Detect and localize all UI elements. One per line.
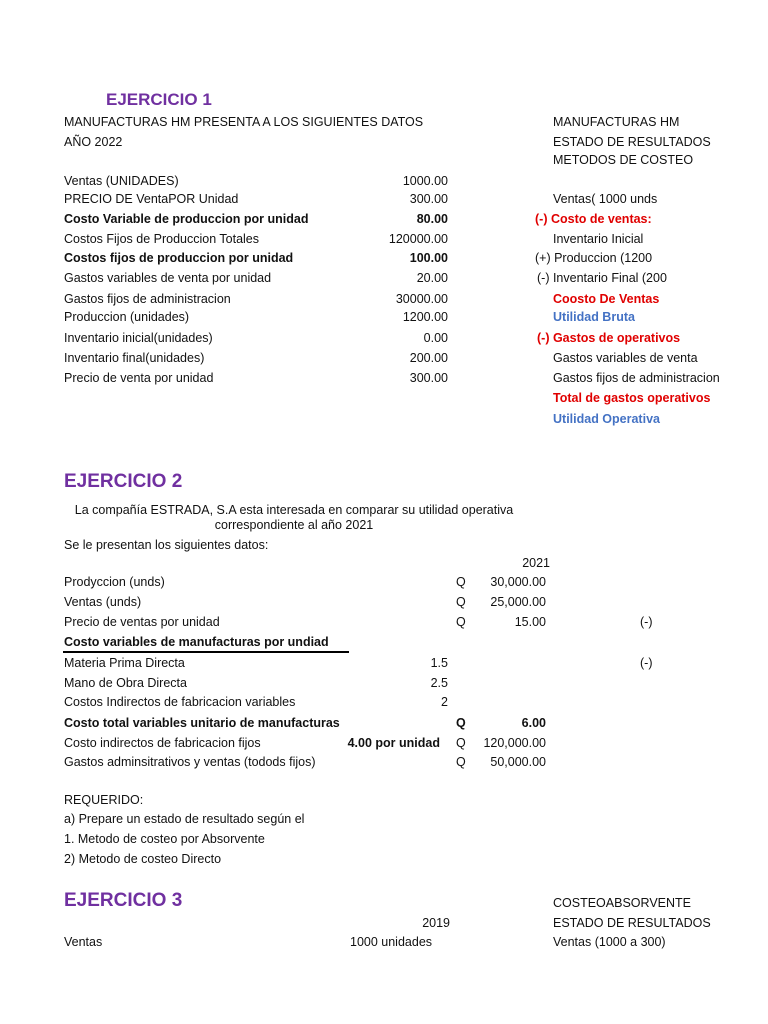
ej2-intro-line1: La compañía ESTRADA, S.A esta interesada en comparar su utilidad operativa <box>74 503 514 517</box>
ej1-row-value: 120000.00 <box>388 232 448 246</box>
ej2-row-mid: 2.5 <box>430 676 448 690</box>
ej1-row-label: Ventas (UNIDADES) <box>64 174 179 188</box>
ej2-row-value: 50,000.00 <box>490 755 546 769</box>
statement-line-fixed-expenses: Gastos fijos de administracion <box>553 371 720 385</box>
ej2-row-label: Costos Indirectos de fabricacion variables <box>64 695 296 709</box>
ej1-statement-subtitle: METODOS DE COSTEO <box>553 153 694 167</box>
ej2-row-currency: Q <box>456 575 466 589</box>
ej2-row-label: Mano de Obra Directa <box>64 676 187 690</box>
requirement-line: a) Prepare un estado de resultado según el <box>64 812 305 826</box>
ej1-row-value: 1000.00 <box>402 174 448 188</box>
ej1-row-value: 0.00 <box>423 331 448 345</box>
ej1-statement-company: MANUFACTURAS HM <box>553 115 680 129</box>
ej2-row-mid: 4.00 por unidad <box>347 736 440 750</box>
ej1-row-value: 20.00 <box>416 271 448 285</box>
ej2-intro-line2: correspondiente al año 2021 <box>214 518 374 532</box>
ej2-row-value: 30,000.00 <box>490 575 546 589</box>
statement-line-final-inventory: (-) Inventario Final (200 <box>537 271 667 285</box>
statement-line-variable-expenses: Gastos variables de venta <box>553 351 698 365</box>
ej2-row-currency: Q <box>456 595 466 609</box>
statement-line-production: (+) Produccion (1200 <box>535 251 653 265</box>
ej1-statement-title: ESTADO DE RESULTADOS <box>553 135 711 149</box>
ejercicio-1-title: EJERCICIO 1 <box>106 90 212 109</box>
ej2-row-label: Gastos adminsitrativos y ventas (todods fijos) <box>64 755 316 769</box>
ej3-statement-sales: Ventas (1000 a 300) <box>553 935 666 949</box>
statement-line-cost-total: Coosto De Ventas <box>553 292 660 306</box>
ej2-row-currency: Q <box>456 615 466 629</box>
ej2-row-label: Prodyccion (unds) <box>64 575 165 589</box>
ej1-row-label: Gastos variables de venta por unidad <box>64 271 272 285</box>
statement-line-cost-of-sales: (-) Costo de ventas: <box>535 212 652 226</box>
ej1-row-label: Costos Fijos de Produccion Totales <box>64 232 260 246</box>
section-underline <box>63 651 349 653</box>
ej1-row-label: Produccion (unidades) <box>64 310 190 324</box>
ej2-row-label: Ventas (unds) <box>64 595 142 609</box>
ej1-row-value: 300.00 <box>409 371 448 385</box>
ej2-row-currency: Q <box>456 755 466 769</box>
ejercicio-2-title: EJERCICIO 2 <box>64 471 183 492</box>
ej1-row-label: Costo Variable de produccion por unidad <box>64 212 309 226</box>
ej2-row-value: 15.00 <box>514 615 546 629</box>
statement-line-operating-profit: Utilidad Operativa <box>553 412 660 426</box>
ej2-row-label: Materia Prima Directa <box>64 656 185 670</box>
ej2-row-value: 6.00 <box>521 716 546 730</box>
ej1-row-label: Inventario inicial(unidades) <box>64 331 213 345</box>
ej1-row-label: PRECIO DE VentaPOR Unidad <box>64 192 239 206</box>
ej3-year-header: 2019 <box>422 916 450 930</box>
ej2-row-value: 120,000.00 <box>483 736 546 750</box>
ej1-intro: MANUFACTURAS HM PRESENTA A LOS SIGUIENTES DATOS <box>64 115 424 129</box>
ej3-row-label: Ventas <box>64 935 103 949</box>
ej2-row-label: Costo total variables unitario de manufacturas <box>64 716 340 730</box>
statement-line-operating-expenses: (-) Gastos de operativos <box>537 331 681 345</box>
ej3-row-mid: 1000 unidades <box>350 935 433 949</box>
statement-line-sales: Ventas( 1000 unds <box>553 192 658 206</box>
ej2-subintro: Se le presentan los siguientes datos: <box>64 538 269 552</box>
ej3-statement-method: COSTEOABSORVENTE <box>553 896 691 910</box>
requirement-line: 2) Metodo de costeo Directo <box>64 852 222 866</box>
ej2-row-value: 25,000.00 <box>490 595 546 609</box>
ej1-row-label: Costos fijos de produccion por unidad <box>64 251 294 265</box>
ej1-row-label: Precio de venta por unidad <box>64 371 214 385</box>
ej2-year-header: 2021 <box>522 556 550 570</box>
statement-line-initial-inventory: Inventario Inicial <box>553 232 644 246</box>
ej1-row-value: 1200.00 <box>402 310 448 324</box>
ej2-row-label: Costo variables de manufacturas por undiad <box>64 635 329 649</box>
ej3-statement-title: ESTADO DE RESULTADOS <box>553 916 711 930</box>
ej2-row-label: Precio de ventas por unidad <box>64 615 220 629</box>
requirement-line: REQUERIDO: <box>64 793 144 807</box>
ej2-row-extra: (-) <box>640 656 653 670</box>
ej1-row-value: 30000.00 <box>395 292 448 306</box>
ej2-row-mid: 1.5 <box>430 656 448 670</box>
ejercicio-3-title: EJERCICIO 3 <box>64 890 183 911</box>
ej1-row-label: Inventario final(unidades) <box>64 351 205 365</box>
ej1-row-value: 80.00 <box>416 212 448 226</box>
ej2-row-currency: Q <box>456 716 466 730</box>
ej1-row-value: 100.00 <box>409 251 448 265</box>
ej1-row-value: 300.00 <box>409 192 448 206</box>
ej2-row-extra: (-) <box>640 615 653 629</box>
ej2-row-currency: Q <box>456 736 466 750</box>
ej1-row-label: Gastos fijos de administracion <box>64 292 231 306</box>
ej2-row-mid: 2 <box>441 695 448 709</box>
ej1-year: AÑO 2022 <box>64 135 123 149</box>
statement-line-gross-profit: Utilidad Bruta <box>553 310 635 324</box>
ej1-row-value: 200.00 <box>409 351 448 365</box>
statement-line-total-expenses: Total de gastos operativos <box>553 391 711 405</box>
requirement-line: 1. Metodo de costeo por Absorvente <box>64 832 265 846</box>
ej2-row-label: Costo indirectos de fabricacion fijos <box>64 736 261 750</box>
